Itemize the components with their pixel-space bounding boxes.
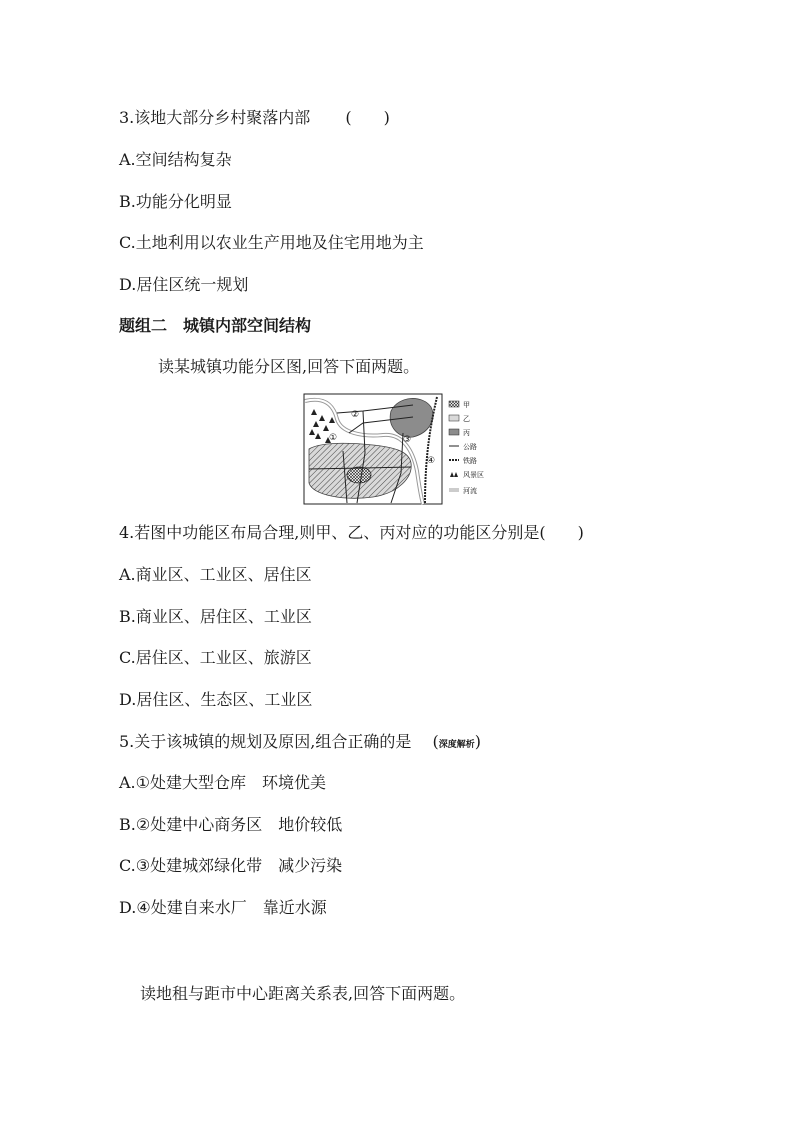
q5-option-c: C.③处建城郊绿化带 减少污染: [119, 856, 343, 875]
q5-stem: [119, 732, 481, 755]
q3-stem-text: 3.该地大部分乡村聚落内部: [119, 108, 311, 127]
q3-stem: [119, 108, 390, 128]
marker-2: ②: [351, 410, 360, 420]
zone-jia: [347, 467, 371, 483]
legend-river: 河流: [463, 487, 477, 495]
legend-road: 公路: [463, 443, 477, 451]
city-function-map: [303, 393, 503, 509]
q4-option-c: C.居住区、工业区、旅游区: [119, 648, 312, 667]
q4-stem: 4.若图中功能区布局合理,则甲、乙、丙对应的功能区分别是( ): [119, 523, 584, 542]
marker-1: ①: [329, 433, 338, 443]
q5-tag: 深度解析: [438, 740, 475, 750]
marker-4: ④: [427, 456, 436, 466]
q5-option-a: A.①处建大型仓库 环境优美: [119, 773, 326, 792]
map-legend: [449, 401, 484, 495]
map-svg: [303, 393, 503, 505]
q5-stem-text: 5.关于该城镇的规划及原因,组合正确的是: [119, 732, 412, 751]
legend-bing: 丙: [463, 429, 470, 437]
q3-option-d: D.居住区统一规划: [119, 275, 249, 294]
footer-intro: 读地租与距市中心距离关系表,回答下面两题。: [140, 984, 466, 1003]
q5-tag-open: (: [432, 732, 439, 751]
q5-tag-close: ): [474, 732, 481, 751]
q4-option-a: A.商业区、工业区、居住区: [119, 565, 312, 584]
legend-jia: 甲: [463, 401, 470, 409]
q3-paren: ( ): [345, 108, 390, 127]
q5-option-b: B.②处建中心商务区 地价较低: [119, 815, 343, 834]
q3-option-b: B.功能分化明显: [119, 192, 232, 211]
q4-option-b: B.商业区、居住区、工业区: [119, 607, 312, 626]
section-title: 题组二 城镇内部空间结构: [119, 316, 312, 335]
marker-3: ③: [403, 435, 412, 445]
legend-yi: 乙: [463, 415, 470, 423]
q5-option-d: D.④处建自来水厂 靠近水源: [119, 898, 327, 917]
q3-option-a: A.空间结构复杂: [119, 150, 232, 169]
section-intro: 读某城镇功能分区图,回答下面两题。: [158, 357, 420, 376]
q3-option-c: C.土地利用以农业生产用地及住宅用地为主: [119, 233, 424, 252]
legend-railway: 铁路: [463, 457, 477, 465]
q4-option-d: D.居住区、生态区、工业区: [119, 690, 313, 709]
legend-scenic: 风景区: [463, 471, 484, 479]
